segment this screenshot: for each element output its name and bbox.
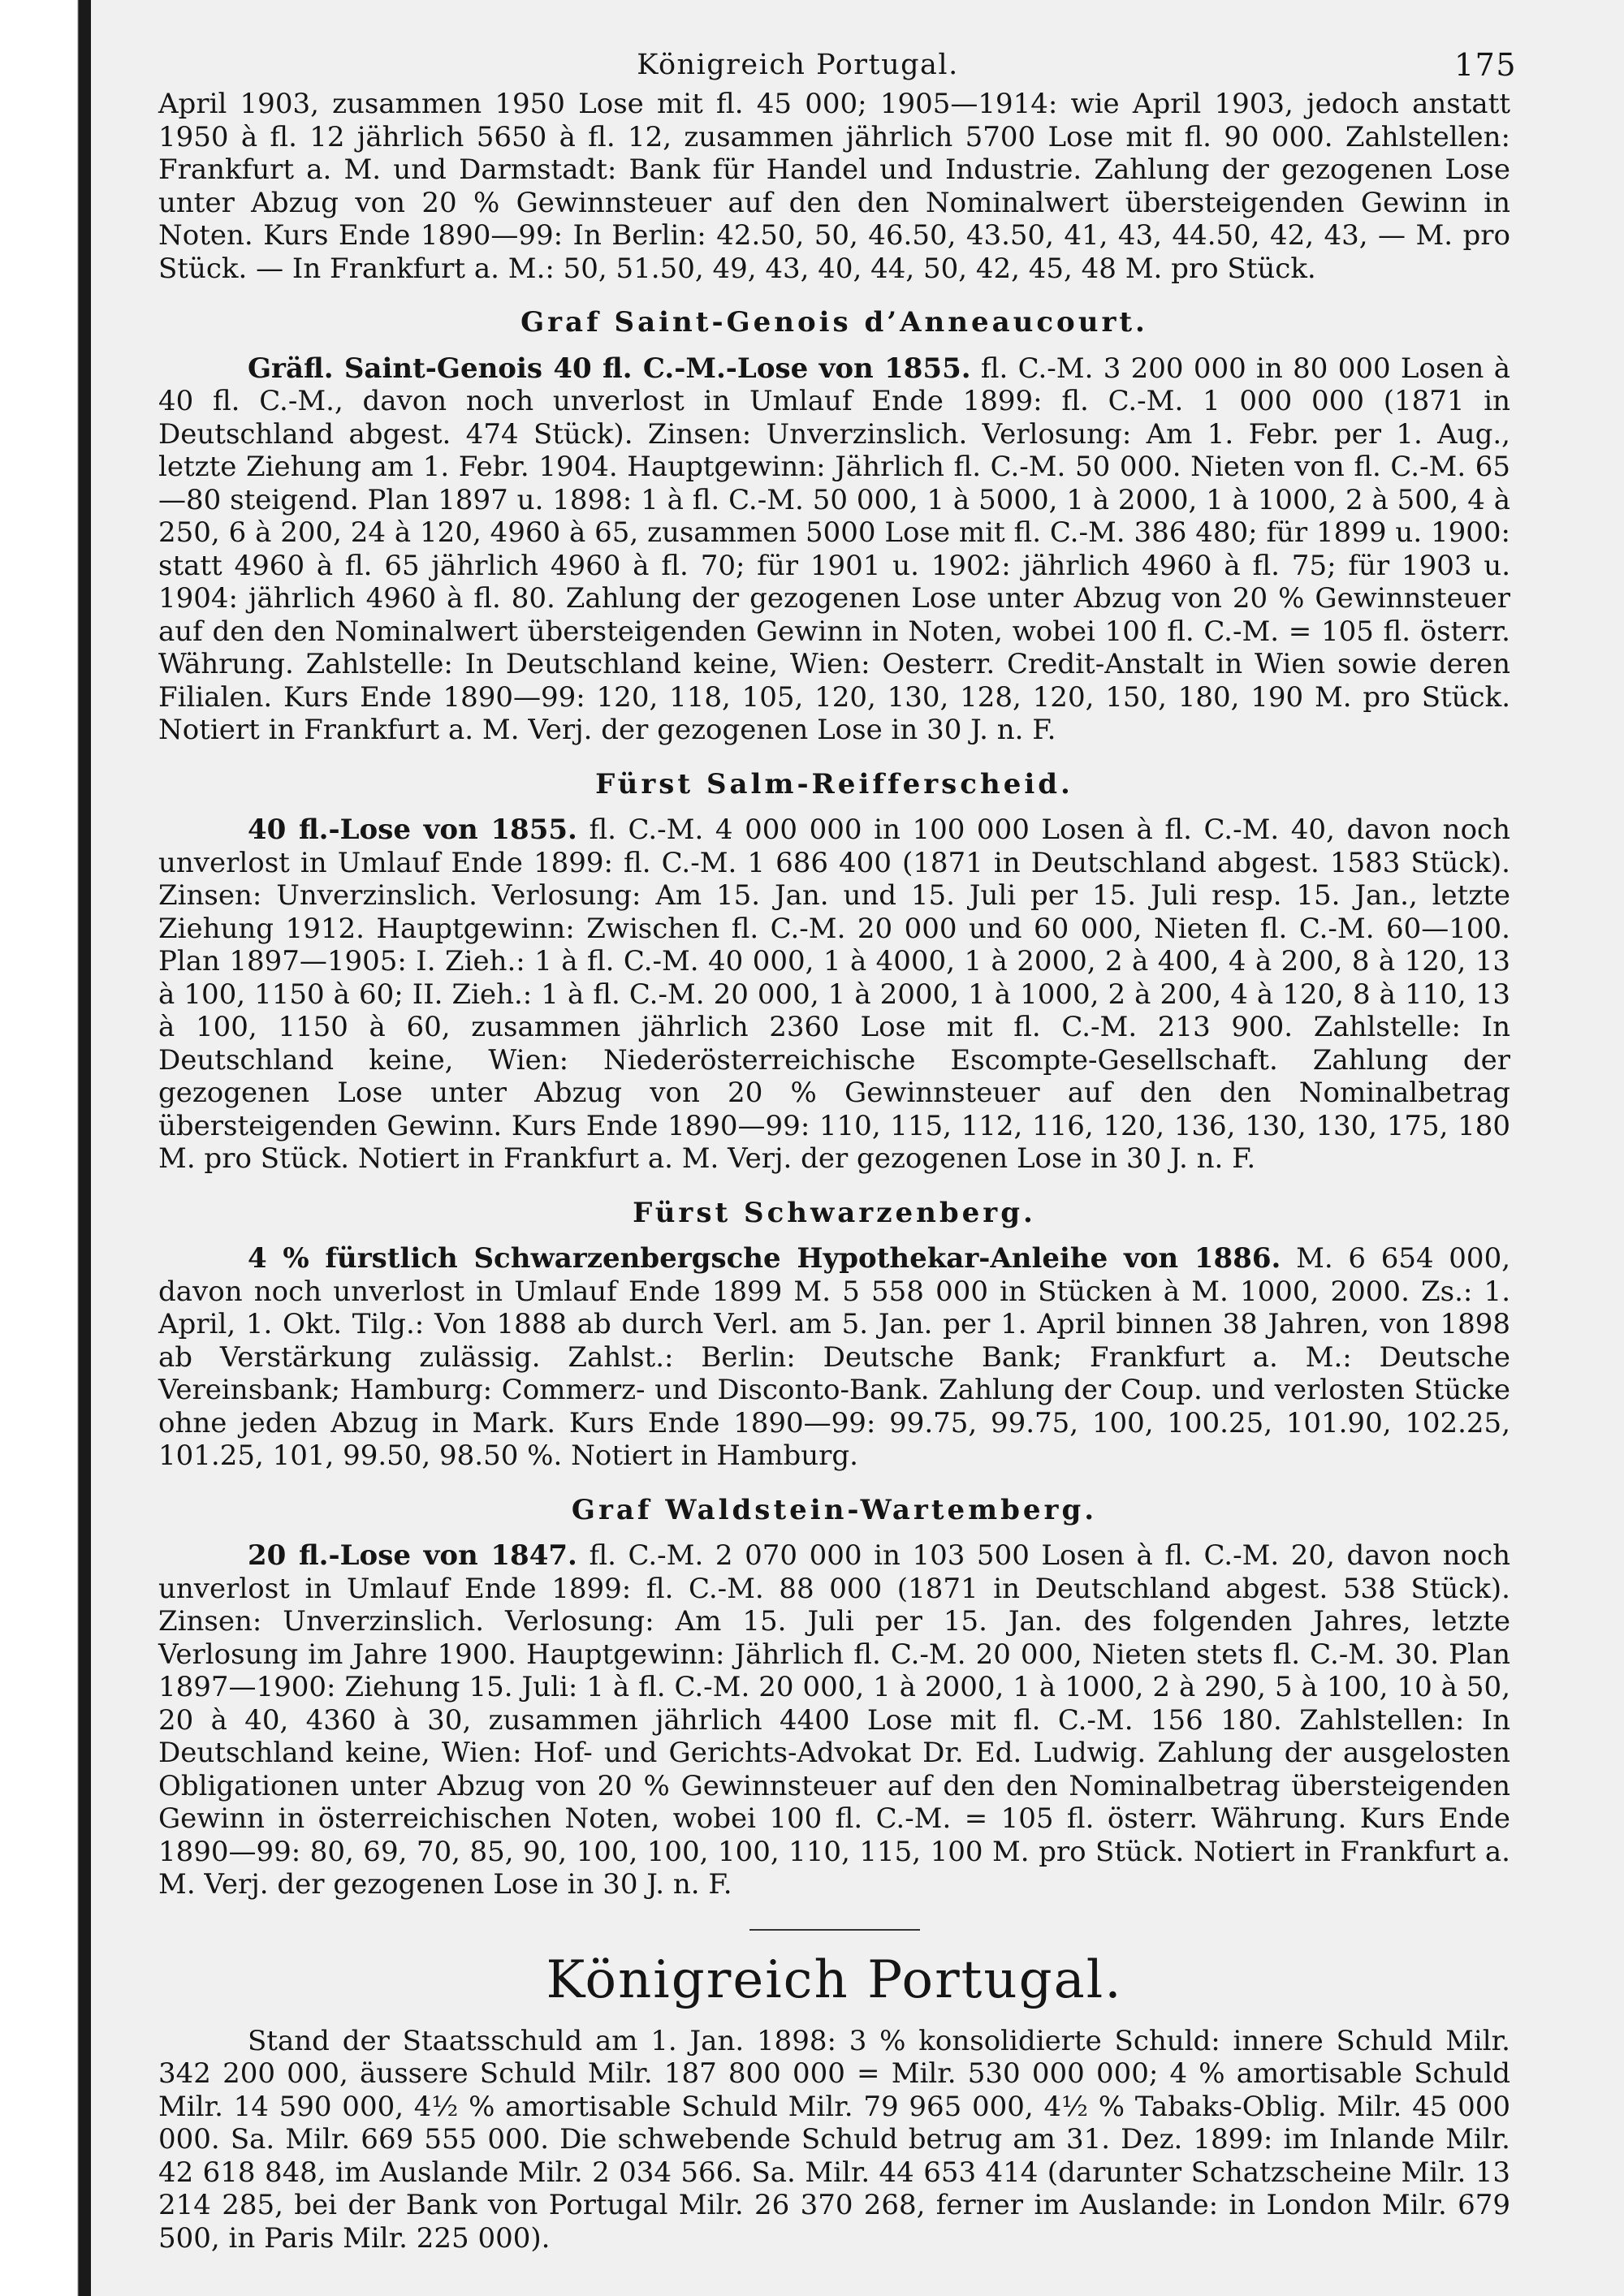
entry-schwarzenberg [158, 1242, 1510, 1473]
entry-lead: 40 fl.-Lose von 1855. [248, 814, 577, 846]
entry-body: fl. C.-M. 4 000 000 in 100 000 Losen à fl. C.-M. 40, davon noch unverlost in Umlauf Ende 1899: fl. C.-M. 1 686 400 (1871 in Deutschland abgest. 1583 Stück). Zinsen: Unverzinslich. Verlosung: Am 15. Jan. und 15. Juli per 15. Juli resp. 15. Jan., letzte Ziehung 1912. Hauptgewinn: Zwischen fl. C.-M. 20 000 und 60 000, Nieten fl. C.-M. 60—100. Plan 1897—1905: I. Zieh.: 1 à fl. C.-M. 40 000, 1 à 4000, 1 à 2000, 2 à 400, 4 à 200, 8 à 120, 13 à 100, 1150 à 60; II. Zieh.: 1 à fl. C.-M. 20 000, 1 à 2000, 1 à 1000, 2 à 200, 4 à 120, 8 à 110, 13 à 100, 1150 à 60, zusammen jährlich 2360 Lose mit fl. C.-M. 213 900. Zahlstelle: In Deutschland keine, Wien: Niederösterreichische Escompte-Gesellschaft. Zahlung der gezogenen Lose unter Abzug von 20 % Gewinnsteuer auf den den Nominalbetrag übersteigenden Gewinn. Kurs Ende 1890—99: 110, 115, 112, 116, 120, 136, 130, 130, 175, 180 M. pro Stück. Notiert in Frankfurt a. M. Verj. der gezogenen Lose in 30 J. n. F. [158, 814, 1510, 1175]
document-page [158, 31, 1517, 2255]
section-heading-saint-genois: Graf Saint-Genois d’Anneaucourt. [520, 306, 1148, 339]
section-heading-schwarzenberg: Fürst Schwarzenberg. [633, 1196, 1036, 1229]
intro-paragraph: April 1903, zusammen 1950 Lose mit fl. 45 000; 1905—1914: wie April 1903, jedoch anstatt 1950 à fl. 12 jährlich 5650 à fl. 12, zusammen jährlich 5700 Lose mit fl. 90 000. Zahlstellen: Frankfurt a. M. und Darmstadt: Bank für Handel und Industrie. Zahlung der gezogenen Lose unter Abzug von 20 % Gewinnsteuer auf den den Nominalwert übersteigenden Gewinn in Noten. Kurs Ende 1890—99: In Berlin: 42.50, 50, 46.50, 43.50, 41, 43, 44.50, 42, 43, — M. pro Stück. — In Frankfurt a. M.: 50, 51.50, 49, 43, 40, 44, 50, 42, 45, 48 M. pro Stück. [158, 88, 1510, 285]
entry-body: fl. C.-M. 3 200 000 in 80 000 Losen à 40 fl. C.-M., davon noch unverlost in Umlauf Ende 1899: fl. C.-M. 1 000 000 (1871 in Deutschland abgest. 474 Stück). Zinsen: Unverzinslich. Verlosung: Am 1. Febr. per 1. Aug., letzte Ziehung am 1. Febr. 1904. Hauptgewinn: Jährlich fl. C.-M. 50 000. Nieten von fl. C.-M. 65—80 steigend. Plan 1897 u. 1898: 1 à fl. C.-M. 50 000, 1 à 5000, 1 à 2000, 1 à 1000, 2 à 500, 4 à 250, 6 à 200, 24 à 120, 4960 à 65, zusammen 5000 Lose mit fl. C.-M. 386 480; für 1899 u. 1900: statt 4960 à fl. 65 jährlich 4960 à fl. 70; für 1901 u. 1902: jährlich 4960 à fl. 75; für 1903 u. 1904: jährlich 4960 à fl. 80. Zahlung der gezogenen Lose unter Abzug von 20 % Gewinnsteuer auf den den Nominalwert übersteigenden Gewinn in Noten, wobei 100 fl. C.-M. = 105 fl. österr. Währung. Zahlstelle: In Deutschland keine, Wien: Oesterr. Credit-Anstalt in Wien sowie deren Filialen. Kurs Ende 1890—99: 120, 118, 105, 120, 130, 128, 120, 150, 180, 190 M. pro Stück. Notiert in Frankfurt a. M. Verj. der gezogenen Lose in 30 J. n. F. [158, 352, 1510, 746]
book-binding-edge [0, 0, 91, 2296]
section-heading-waldstein: Graf Waldstein-Wartemberg. [571, 1493, 1098, 1526]
chapter-title-portugal: Königreich Portugal. [546, 1949, 1123, 2010]
section-heading-salm-reifferscheid: Fürst Salm-Reifferscheid. [595, 767, 1073, 801]
section-divider [749, 1929, 920, 1931]
entry-body: M. 6 654 000, davon noch unverlost in Umlauf Ende 1899 M. 5 558 000 in Stücken à M. 1000, 2000. Zs.: 1. April, 1. Okt. Tilg.: Von 1888 ab durch Verl. am 5. Jan. per 1. April binnen 38 Jahren, von 1898 ab Verstärkung zulässig. Zahlst.: Berlin: Deutsche Bank; Frankfurt a. M.: Deutsche Vereinsbank; Hamburg: Commerz- und Disconto-Bank. Zahlung der Coup. und verlosten Stücke ohne jeden Abzug in Mark. Kurs Ende 1890—99: 99.75, 99.75, 100, 100.25, 101.90, 102.25, 101.25, 101, 99.50, 98.50 %. Notiert in Hamburg. [158, 1242, 1511, 1472]
entry-body: fl. C.-M. 2 070 000 in 103 500 Losen à fl. C.-M. 20, davon noch unverlost in Umlauf Ende 1899: fl. C.-M. 88 000 (1871 in Deutschland abgest. 538 Stück). Zinsen: Unverzinslich. Verlosung: Am 15. Juli per 15. Jan. des folgenden Jahres, letzte Verlosung im Jahre 1900. Hauptgewinn: Jährlich fl. C.-M. 20 000, Nieten stets fl. C.-M. 30. Plan 1897—1900: Ziehung 15. Juli: 1 à fl. C.-M. 20 000, 1 à 2000, 1 à 1000, 2 à 290, 5 à 100, 10 à 50, 20 à 40, 4360 à 30, zusammen jährlich 4400 Lose mit fl. C.-M. 156 180. Zahlstellen: In Deutschland keine, Wien: Hof- und Gerichts-Advokat Dr. Ed. Ludwig. Zahlung der ausgelosten Obligationen unter Abzug von 20 % Gewinnsteuer auf den den Nominalbetrag übersteigenden Gewinn in österreichischen Noten, wobei 100 fl. C.-M. = 105 fl. österr. Währung. Kurs Ende 1890—99: 80, 69, 70, 85, 90, 100, 100, 100, 110, 115, 100 M. pro Stück. Notiert in Frankfurt a. M. Verj. der gezogenen Lose in 30 J. n. F. [158, 1539, 1510, 1901]
page-number: 175 [1453, 47, 1517, 83]
entry-waldstein [158, 1539, 1510, 1901]
entry-saint-genois [158, 352, 1510, 747]
running-title: Königreich Portugal. [637, 49, 959, 81]
entry-lead: Gräfl. Saint-Genois 40 fl. C.-M.-Lose von 1855. [248, 352, 971, 385]
entry-lead: 20 fl.-Lose von 1847. [248, 1539, 577, 1572]
page-header [158, 31, 1517, 88]
entry-lead: 4 % fürstlich Schwarzenbergsche Hypothekar-Anleihe von 1886. [248, 1242, 1281, 1275]
portugal-debt-paragraph: Stand der Staatsschuld am 1. Jan. 1898: 3 % konsolidierte Schuld: innere Schuld Milr. 342 200 000, äussere Schuld Milr. 187 800 000 = Milr. 530 000 000; 4 % amortisable Schuld Milr. 14 590 000, 4½ % amortisable Schuld Milr. 79 965 000, 4½ % Tabaks-Oblig. Milr. 45 000 000. Sa. Milr. 669 555 000. Die schwebende Schuld betrug am 31. Dez. 1899: im Inlande Milr. 42 618 848, im Auslande Milr. 2 034 566. Sa. Milr. 44 653 414 (darunter Schatzscheine Milr. 13 214 285, bei der Bank von Portugal Milr. 26 370 268, ferner im Auslande: in London Milr. 679 500, in Paris Milr. 225 000). [158, 2024, 1510, 2255]
entry-salm-reifferscheid [158, 814, 1510, 1176]
